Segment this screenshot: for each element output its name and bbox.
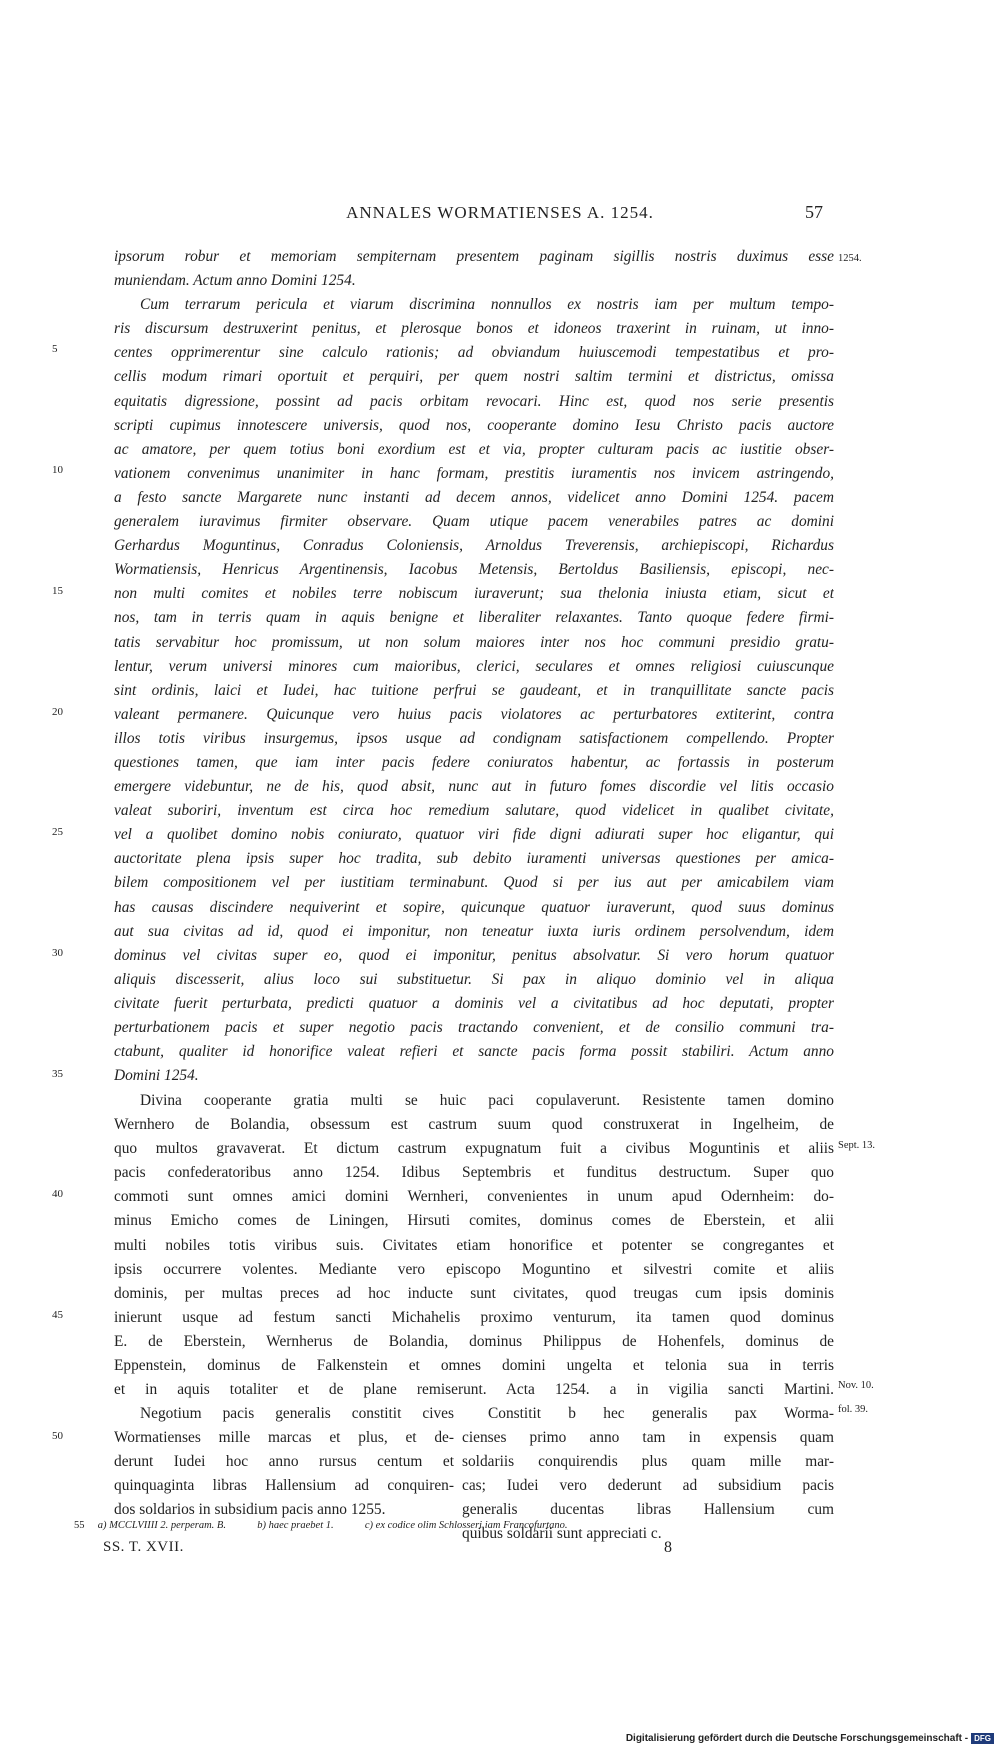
text-line: equitatis digressione, possint ad pacis orbitam revocari. Hinc est, quod nos serie presentis bbox=[114, 392, 834, 410]
text-line: Wormatienses mille marcas et plus, et de- bbox=[114, 1429, 454, 1447]
text-line: Divina cooperante gratia multi se huic paci copulaverunt. Resistente tamen domino bbox=[140, 1092, 834, 1109]
dfg-credit-text: Digitalisierung gefördert durch die Deutsche Forschungsgemeinschaft - bbox=[625, 1733, 969, 1744]
line-number: 25 bbox=[52, 826, 63, 838]
text-line: valeat suboriri, inventum est circa hoc remedium salutare, quod videlicet in qualibet civitate, bbox=[114, 802, 834, 820]
footnotes bbox=[74, 1520, 568, 1531]
text-line: inierunt usque ad festum sancti Michahelis proximo venturum, ita tamen quod dominus bbox=[114, 1308, 834, 1326]
text-line: ctabunt, qualiter id honorifice valeat refieri et sancte pacis forma possit stabiliri. Actum anno bbox=[114, 1043, 834, 1061]
signature-mark: SS. T. XVII. bbox=[103, 1539, 184, 1555]
text-line: Gerhardus Moguntinus, Conradus Coloniensis, Arnoldus Treverensis, archiepiscopi, Richardus bbox=[114, 537, 834, 555]
text-line: civitate fuerit perturbata, predicti quatuor a dominis vel a civitatibus ad hoc deputati, propter bbox=[114, 994, 834, 1012]
line-number: 40 bbox=[52, 1188, 63, 1200]
line-number: 15 bbox=[52, 585, 63, 597]
footnote-b: b) haec praebet 1. bbox=[257, 1520, 334, 1531]
left-column bbox=[114, 1402, 454, 1522]
text-line: dominis, per multas preces ad hoc inducte sunt civitates, quod treugas cum ipsis dominis bbox=[114, 1284, 834, 1302]
running-header-title: ANNALES WORMATIENSES A. 1254. bbox=[346, 203, 654, 222]
line-number: 30 bbox=[52, 947, 63, 959]
text-line: aliquis discesserit, alius loco sui substituetur. Si pax in aliquo dominio vel in aliqua bbox=[114, 970, 834, 988]
text-line: a festo sancte Margarete nunc instanti ad decem annos, videlicet anno Domini 1254. pacem bbox=[114, 488, 834, 506]
text-line: Negotium pacis generalis constitit cives bbox=[140, 1405, 454, 1422]
footnote-line-number: 55 bbox=[74, 1520, 85, 1531]
annal-text-block bbox=[114, 1089, 834, 1402]
text-line: Domini 1254. bbox=[114, 1067, 199, 1085]
text-line: generalem iuravimus firmiter observare. Quam utique pacem venerabiles patres ac domini bbox=[114, 513, 834, 531]
text-line: questiones tamen, que iam inter pacis federe coniuratos habentur, ac fortassis in posterum bbox=[114, 753, 834, 771]
text-line: ipsorum robur et memoriam sempiternam presentem paginam sigillis nostris duximus esse bbox=[114, 248, 834, 265]
text-line: cas; Iudei vero dederunt ad subsidium pacis bbox=[462, 1477, 834, 1495]
text-line: vel a quolibet domino nobis coniurato, quatuor viri fide digni adiurati super hoc eligantur, qui bbox=[114, 826, 834, 844]
text-line: has causas discindere nequiverint et sopire, quicunque quatuor iuraverunt, quod suus dominus bbox=[114, 898, 834, 916]
footnote-a: a) MCCLVIIII 2. perperam. B. bbox=[97, 1520, 226, 1531]
text-line: dos soldarios in subsidium pacis anno 1255. bbox=[114, 1501, 386, 1519]
line-number: 50 bbox=[52, 1430, 63, 1442]
margin-note-folio: fol. 39. bbox=[838, 1404, 869, 1415]
text-line: muniendam. Actum anno Domini 1254. bbox=[114, 272, 356, 290]
text-line: commoti sunt omnes amici domini Wernheri, convenientes in unum apud Odernheim: do- bbox=[114, 1188, 834, 1206]
line-number: 35 bbox=[52, 1068, 63, 1080]
line-number: 20 bbox=[52, 706, 63, 718]
text-line: quo multos gravaverat. Et dictum castrum expugnatum fuit a civibus Moguntinis et aliis bbox=[114, 1140, 834, 1158]
text-line: ac amatore, per quem totius boni exordium est et via, propter culturam pacis ac iustitie obser- bbox=[114, 440, 834, 458]
text-line: nos, tam in terris quam in aquis benigne et liberaliter relaxantes. Tanto quoque federe firmi- bbox=[114, 609, 834, 627]
text-line: et in aquis totaliter et de plane remiserunt. Acta 1254. a in vigilia sancti Martini. bbox=[114, 1381, 834, 1399]
text-line: generalis ducentas libras Hallensium cum bbox=[462, 1501, 834, 1519]
text-line: soldariis conquirendis plus quam mille mar- bbox=[462, 1453, 834, 1471]
dfg-credit bbox=[626, 1733, 994, 1744]
text-line: Eppenstein, dominus de Falkenstein et omnes domini ungelta et telonia sua in terris bbox=[114, 1357, 834, 1375]
text-line: valeant permanere. Quicunque vero huius pacis violatores ac perturbatores extiterint, contra bbox=[114, 705, 834, 723]
sheet-number: 8 bbox=[664, 1539, 672, 1556]
text-line: cienses primo anno tam in expensis quam bbox=[462, 1429, 834, 1447]
text-line: scripti cupimus innotescere universis, quod nos, cooperante domino Iesu Christo pacis auctore bbox=[114, 416, 834, 434]
margin-note-date: Sept. 13. bbox=[838, 1140, 876, 1151]
text-line: lentur, verum universi minores cum maioribus, clerici, seculares et omnes religiosi cuiuscunque bbox=[114, 657, 834, 675]
text-line: aut sua civitas ad id, quod ei imponitur, non teneatur iuxta iuris ordinem persolvendum, idem bbox=[114, 922, 834, 940]
text-line: Constitit b hec generalis pax Worma- bbox=[488, 1405, 834, 1422]
text-line: perturbationem pacis et super negotio pacis tractando convenient, et de consilio communi tra- bbox=[114, 1019, 834, 1036]
line-number: 45 bbox=[52, 1309, 63, 1321]
page-number: 57 bbox=[805, 202, 823, 222]
text-line: sint ordinis, laici et Iudei, hac tuitione perfrui se gaudeant, et in tranquillitate sancte pacis bbox=[114, 681, 834, 699]
text-line: pacis confederatoribus anno 1254. Idibus Septembris et funditus destructum. Super quo bbox=[114, 1164, 834, 1182]
text-line: vationem convenimus unanimiter in hanc formam, prestitis iuramentis nos invicem astringendo, bbox=[114, 464, 834, 482]
text-line: bilem compositionem vel per iustitiam terminabunt. Quod si per ius aut per amicabilem viam bbox=[114, 874, 834, 892]
text-line: non multi comites et nobiles terre nobiscum iuraverunt; sua thelonia iniusta etiam, sicut et bbox=[114, 585, 834, 603]
text-line: minus Emicho comes de Liningen, Hirsuti comites, dominus comes de Eberstein, et alii bbox=[114, 1212, 834, 1230]
text-line: Wormatiensis, Henricus Argentinensis, Iacobus Metensis, Bertoldus Basiliensis, episcopi, nec- bbox=[114, 561, 834, 579]
text-line: centes opprimerentur sine calculo rationis; ad obviandum huiuscemodi tempestatibus et pro- bbox=[114, 344, 834, 362]
text-line: derunt Iudei hoc anno rursus centum et bbox=[114, 1453, 454, 1471]
text-line: dominus vel civitas super eo, quod ei imponitur, penitus absolvatur. Si vero horum quatuor bbox=[114, 946, 834, 964]
text-line: ipsis occurrere volentes. Mediante vero episcopo Moguntino et silvestri comite et aliis bbox=[114, 1260, 834, 1278]
text-line: E. de Eberstein, Wernherus de Bolandia, dominus Philippus de Hohenfels, dominus de bbox=[114, 1332, 834, 1350]
margin-note-date: Nov. 10. bbox=[838, 1380, 874, 1391]
text-line: auctoritate plena ipsis super hoc tradita, sub debito iuramenti universas questiones per amica- bbox=[114, 850, 834, 868]
line-number: 10 bbox=[52, 464, 63, 476]
text-line: emergere videbuntur, ne de his, quod absit, nunc aut in futuro fomes discordie vel litis occasio bbox=[114, 778, 834, 796]
text-line: ris discursum destruxerint penitus, et plerosque bonos et idoneos traxerint in ruinam, ut inno- bbox=[114, 320, 834, 338]
text-line: quinquaginta libras Hallensium ad conquiren- bbox=[114, 1477, 454, 1495]
text-line: cellis modum rimari oportuit et perquiri, per quem nostri saltim termini et districtus, omissa bbox=[114, 368, 834, 386]
dfg-logo-icon: DFG bbox=[971, 1733, 994, 1744]
text-line: Cum terrarum pericula et viarum discrimina nonnullos ex nostris iam per multum tempo- bbox=[140, 296, 834, 314]
footnote-c: c) ex codice olim Schlosseri iam Francofurtano. bbox=[364, 1520, 568, 1531]
charter-text-block bbox=[114, 245, 834, 1088]
text-line: illos totis viribus insurgemus, ipsos usque ad condignam satisfactionem compellendo. Propter bbox=[114, 729, 834, 747]
text-line: tatis servabitur hoc promissum, ut non solum maiores inter nos hoc communi presidio gratu- bbox=[114, 633, 834, 651]
line-number: 5 bbox=[52, 343, 58, 355]
text-line: Wernhero de Bolandia, obsessum est castrum suum quod construxerat in Ingelheim, de bbox=[114, 1116, 834, 1134]
text-line: quibus soldarii sunt appreciati c. bbox=[462, 1525, 662, 1543]
text-line: multi nobiles totis viribus suis. Civitates etiam honorifice et potenter se congregantes et bbox=[114, 1236, 834, 1254]
margin-note-year: 1254. bbox=[838, 253, 862, 264]
